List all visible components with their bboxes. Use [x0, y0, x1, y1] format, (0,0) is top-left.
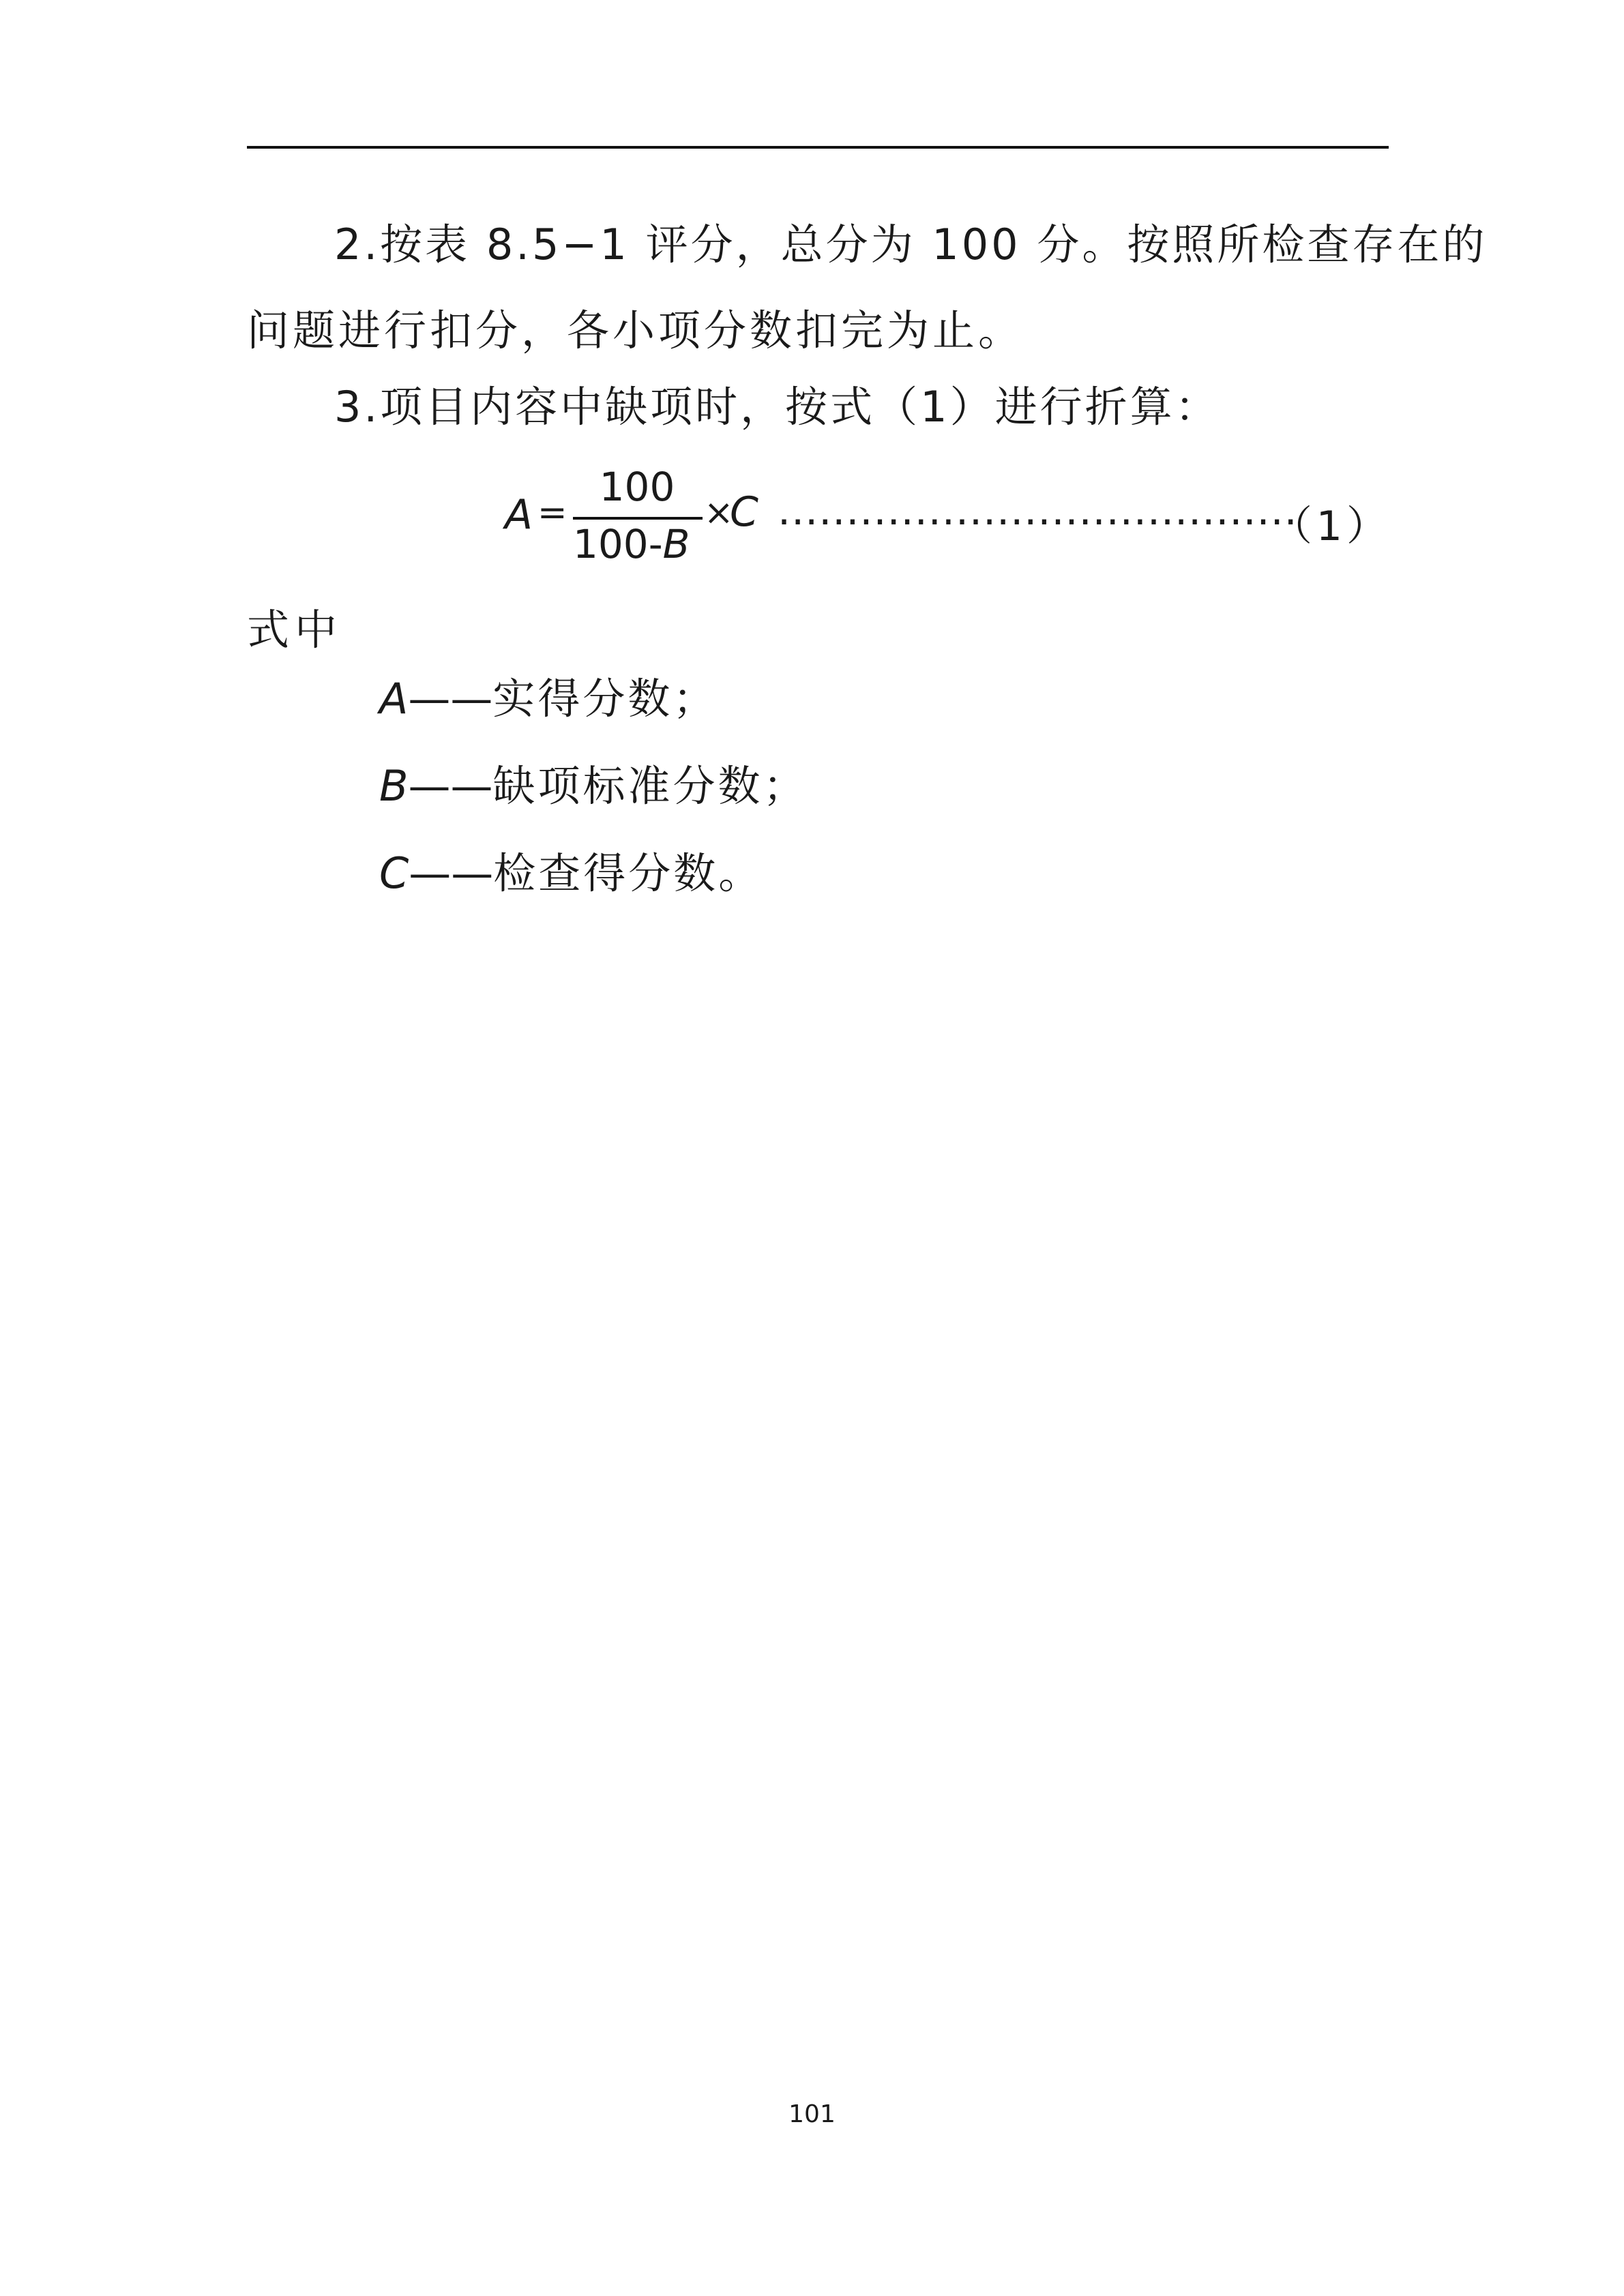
definition-symbol: A	[379, 674, 409, 724]
definition-dash: ——	[408, 674, 493, 724]
definition-text: 缺项标准分数；	[492, 761, 808, 811]
paragraph-2-line-1: 2.按表 8.5−1 评分，总分为 100 分。按照所检查存在的	[334, 220, 1488, 269]
definition-item	[379, 674, 808, 765]
definition-symbol: C	[379, 848, 409, 898]
definition-item	[379, 848, 808, 940]
definition-dash: ——	[408, 761, 493, 811]
equation-number: （1）	[1271, 503, 1391, 550]
paragraph-2-line-2: 问题进行扣分，各小项分数扣完为止。	[247, 305, 1024, 355]
definition-dash: ——	[409, 848, 494, 898]
definition-text: 实得分数；	[492, 674, 718, 724]
formula-lhs: A	[505, 491, 533, 539]
formula-denominator	[573, 521, 690, 567]
where-label: 式中	[247, 605, 343, 655]
variable-definitions	[379, 674, 808, 940]
paragraph-3: 3.项目内容中缺项时，按式（1）进行折算：	[334, 382, 1220, 432]
fraction-bar	[573, 517, 703, 520]
formula-numerator: 100	[599, 464, 675, 510]
definition-symbol: B	[379, 761, 409, 811]
formula-times: ×	[704, 492, 734, 533]
definition-item	[379, 761, 808, 852]
formula-factor: C	[730, 488, 758, 536]
page-number: 101	[788, 2100, 836, 2128]
formula-equals: =	[537, 492, 567, 533]
definition-text: 检查得分数。	[493, 848, 764, 898]
header-rule	[247, 146, 1389, 149]
formula-leader-dots: ......................................	[778, 487, 1298, 535]
denominator-number: 100-	[573, 521, 663, 567]
denominator-variable: B	[662, 521, 690, 567]
formula-1	[505, 464, 1391, 573]
